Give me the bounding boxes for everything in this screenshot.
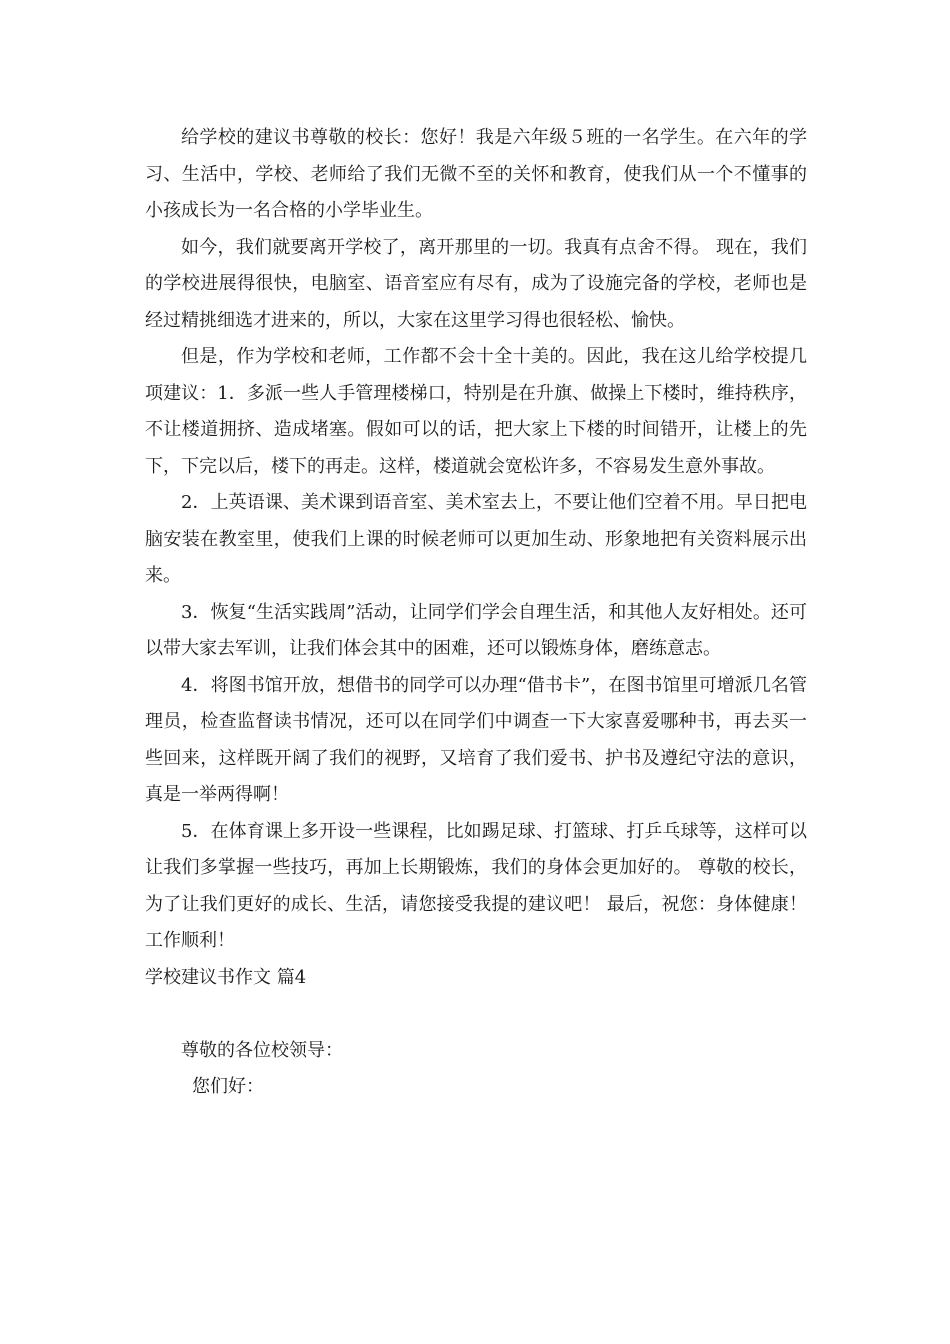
blank-line xyxy=(145,996,807,1033)
paragraph-suggestion-5: 5．在体育课上多开设一些课程，比如踢足球、打篮球、打乒乓球等，这样可以让我们多掌握一些技巧，再加上长期锻炼，我们的身体会更加好的。 尊敬的校长，为了让我们更好的成长、生活，请您接受我提的建议吧！ 最后，祝您：身体健康！工作顺利！ xyxy=(145,820,807,951)
paragraph-suggestion-4: 4．将图书馆开放，想借书的同学可以办理“借书卡”，在图书馆里可增派几名管理员，检查监督读书情况，还可以在同学们中调查一下大家喜爱哪种书，再去买一些回来，这样既开阔了我们的视野，又培育了我们爱书、护书及遵纪守法的意识，真是一举两得啊！ xyxy=(145,674,807,805)
paragraph-suggestion-3: 3．恢复“生活实践周”活动，让同学们学会自理生活，和其他人友好相处。还可以带大家去军训，让我们体会其中的困难，还可以锻炼身体，磨练意志。 xyxy=(145,601,807,659)
paragraph-intro: 给学校的建议书尊敬的校长：您好！我是六年级５班的一名学生。在六年的学习、生活中，学校、老师给了我们无微不至的关怀和教育，使我们从一个不懂事的小孩成长为一名合格的小学毕业生。 xyxy=(145,127,807,221)
greeting-line: 您们好： xyxy=(192,1076,264,1097)
paragraph-suggestion-2: 2．上英语课、美术课到语音室、美术室去上，不要让他们空着不用。早日把电脑安装在教室里，使我们上课的时候老师可以更加生动、形象地把有关资料展示出来。 xyxy=(145,492,807,586)
salutation-line: 尊敬的各位校领导： xyxy=(181,1039,343,1061)
document-body xyxy=(145,120,807,1106)
paragraph-suggestion-1: 但是，作为学校和老师，工作都不会十全十美的。因此，我在这儿给学校提几项建议：1．多派一些人手管理楼梯口，特别是在升旗、做操上下楼时，维持秩序，不让楼道拥挤、造成堵塞。假如可以的话，把大家上下楼的时间错开，让楼上的先下，下完以后，楼下的再走。这样，楼道就会宽松许多，不容易发生意外事故。 xyxy=(145,346,807,477)
paragraph-school-progress: 如今，我们就要离开学校了，离开那里的一切。我真有点舍不得。 现在，我们的学校进展得很快，电脑室、语音室应有尽有，成为了设施完备的学校，老师也是经过精挑细选才进来的，所以，大家在这里学习得也很轻松、愉快。 xyxy=(145,236,807,331)
section-heading: 学校建议书作文 篇4 xyxy=(145,966,307,988)
